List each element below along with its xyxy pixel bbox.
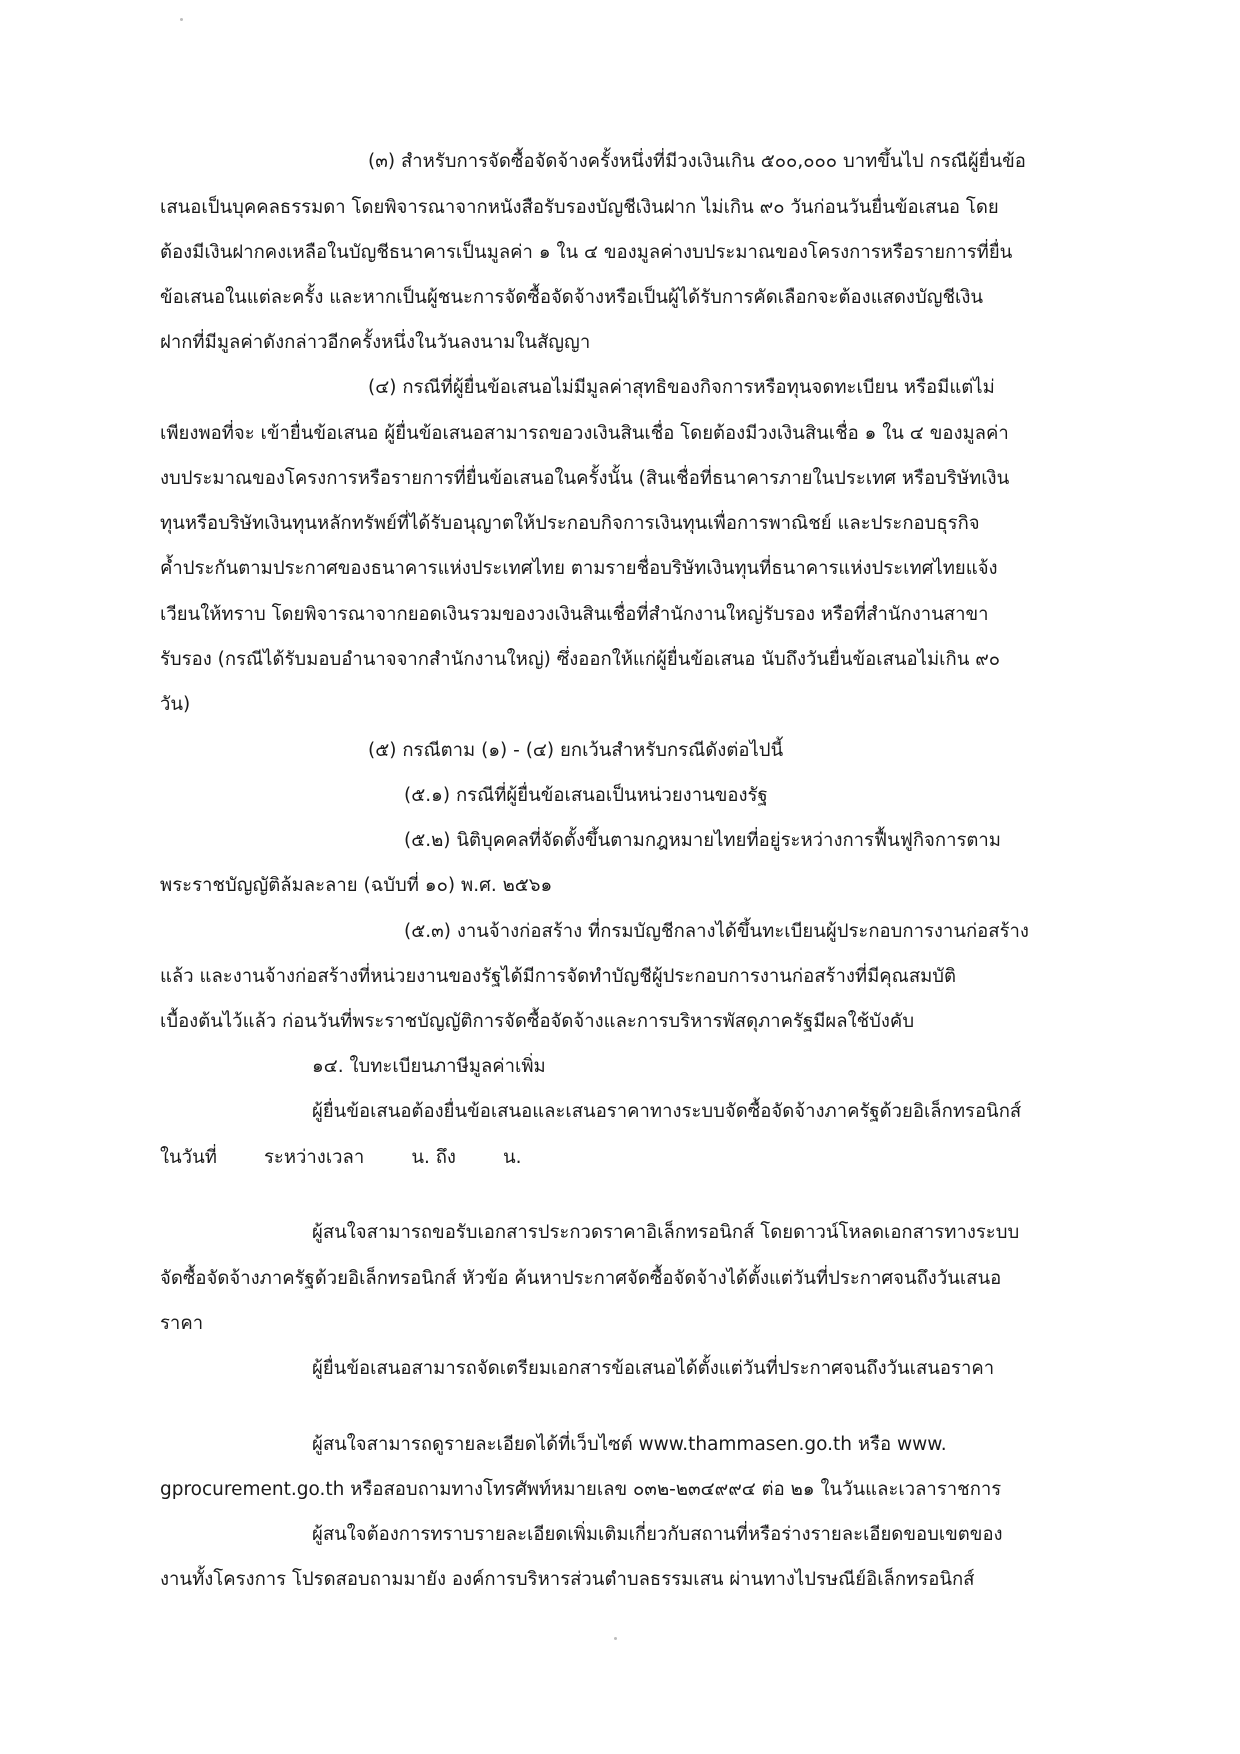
text-line: ข้อเสนอในแต่ละครั้ง และหากเป็นผู้ชนะการจัดซื้อจัดจ้างหรือเป็นผู้ได้รับการคัดเลือกจะต้องแสดงบัญชีเงิน bbox=[160, 287, 984, 308]
text-line: ๑๔. ใบทะเบียนภาษีมูลค่าเพิ่ม bbox=[312, 1056, 546, 1077]
text-line: ต้องมีเงินฝากคงเหลือในบัญชีธนาคารเป็นมูลค่า ๑ ใน ๔ ของมูลค่างบประมาณของโครงการหรือรายการที่ยื่น bbox=[160, 242, 1013, 263]
text-line: ผู้ยื่นข้อเสนอสามารถจัดเตรียมเอกสารข้อเสนอได้ตั้งแต่วันที่ประกาศจนถึงวันเสนอราคา bbox=[312, 1358, 995, 1379]
text-line: ในวันที่ ระหว่างเวลา น. ถึง น. bbox=[160, 1147, 522, 1168]
text-line: เบื้องต้นไว้แล้ว ก่อนวันที่พระราชบัญญัติการจัดซื้อจัดจ้างและการบริหารพัสดุภาครัฐมีผลใช้บังคับ bbox=[160, 1011, 915, 1032]
text-line: งานทั้งโครงการ โปรดสอบถามมายัง องค์การบริหารส่วนตำบลธรรมเสน ผ่านทางไปรษณีย์อิเล็กทรอนิกส์ bbox=[160, 1569, 975, 1590]
text-line: ผู้สนใจสามารถดูรายละเอียดได้ที่เว็บไซต์ www.thammasen.go.th หรือ www. bbox=[312, 1434, 947, 1455]
text-line: (๕.๒) นิติบุคคลที่จัดตั้งขึ้นตามกฎหมายไทยที่อยู่ระหว่างการฟื้นฟูกิจการตาม bbox=[404, 830, 1002, 851]
text-line: ผู้สนใจต้องการทราบรายละเอียดเพิ่มเติมเกี่ยวกับสถานที่หรือร่างรายละเอียดขอบเขตของ bbox=[312, 1524, 1003, 1545]
text-line: ค้ำประกันตามประกาศของธนาคารแห่งประเทศไทย ตามรายชื่อบริษัทเงินทุนที่ธนาคารแห่งประเทศไทยแจ้ง bbox=[160, 558, 998, 579]
text-line: ทุนหรือบริษัทเงินทุนหลักทรัพย์ที่ได้รับอนุญาตให้ประกอบกิจการเงินทุนเพื่อการพาณิชย์ และประกอบธุรกิจ bbox=[160, 513, 980, 534]
scan-speck bbox=[614, 1637, 617, 1640]
text-line: จัดซื้อจัดจ้างภาครัฐด้วยอิเล็กทรอนิกส์ หัวข้อ ค้นหาประกาศจัดซื้อจัดจ้างได้ตั้งแต่วันที่ประกาศจนถึงวันเสนอ bbox=[160, 1268, 1002, 1289]
text-line: ราคา bbox=[160, 1313, 204, 1334]
text-line: พระราชบัญญัติล้มละลาย (ฉบับที่ ๑๐) พ.ศ. ๒๕๖๑ bbox=[160, 875, 553, 896]
text-line: แล้ว และงานจ้างก่อสร้างที่หน่วยงานของรัฐได้มีการจัดทำบัญชีผู้ประกอบการงานก่อสร้างที่มีคุณสมบัติ bbox=[160, 966, 957, 987]
text-line: งบประมาณของโครงการหรือรายการที่ยื่นข้อเสนอในครั้งนั้น (สินเชื่อที่ธนาคารภายในประเทศ หรือบริษัทเงิน bbox=[160, 468, 1010, 489]
text-line: เวียนให้ทราบ โดยพิจารณาจากยอดเงินรวมของวงเงินสินเชื่อที่สำนักงานใหญ่รับรอง หรือที่สำนักงานสาขา bbox=[160, 604, 989, 625]
text-line: (๔) กรณีที่ผู้ยื่นข้อเสนอไม่มีมูลค่าสุทธิของกิจการหรือทุนจดทะเบียน หรือมีแต่ไม่ bbox=[368, 377, 995, 398]
text-line: gprocurement.go.th หรือสอบถามทางโทรศัพท์หมายเลข ๐๓๒-๒๓๔๙๙๔ ต่อ ๒๑ ในวันและเวลาราชการ bbox=[160, 1479, 1002, 1500]
text-line: รับรอง (กรณีได้รับมอบอำนาจจากสำนักงานใหญ่) ซึ่งออกให้แก่ผู้ยื่นข้อเสนอ นับถึงวันยื่นข้อเสนอไม่เกิน ๙๐ bbox=[160, 649, 1001, 670]
text-line: เพียงพอที่จะ เข้ายื่นข้อเสนอ ผู้ยื่นข้อเสนอสามารถขอวงเงินสินเชื่อ โดยต้องมีวงเงินสินเชื่อ ๑ ใน ๔ ของมูลค่า bbox=[160, 423, 1009, 444]
text-line: (๓) สำหรับการจัดซื้อจัดจ้างครั้งหนึ่งที่มีวงเงินเกิน ๕๐๐,๐๐๐ บาทขึ้นไป กรณีผู้ยื่นข้อ bbox=[368, 151, 1026, 172]
text-line: ผู้สนใจสามารถขอรับเอกสารประกวดราคาอิเล็กทรอนิกส์ โดยดาวน์โหลดเอกสารทางระบบ bbox=[312, 1222, 1020, 1243]
text-line: (๕.๑) กรณีที่ผู้ยื่นข้อเสนอเป็นหน่วยงานของรัฐ bbox=[404, 785, 768, 806]
text-line: (๕) กรณีตาม (๑) - (๔) ยกเว้นสำหรับกรณีดังต่อไปนี้ bbox=[368, 740, 784, 761]
text-line: วัน) bbox=[160, 694, 191, 715]
scan-speck bbox=[180, 18, 183, 21]
text-line: ผู้ยื่นข้อเสนอต้องยื่นข้อเสนอและเสนอราคาทางระบบจัดซื้อจัดจ้างภาครัฐด้วยอิเล็กทรอนิกส์ bbox=[312, 1101, 1022, 1122]
text-line: เสนอเป็นบุคคลธรรมดา โดยพิจารณาจากหนังสือรับรองบัญชีเงินฝาก ไม่เกิน ๙๐ วันก่อนวันยื่นข้อเสนอ โดย bbox=[160, 197, 999, 218]
text-line: (๕.๓) งานจ้างก่อสร้าง ที่กรมบัญชีกลางได้ขึ้นทะเบียนผู้ประกอบการงานก่อสร้าง bbox=[404, 921, 1029, 942]
text-line: ฝากที่มีมูลค่าดังกล่าวอีกครั้งหนึ่งในวันลงนามในสัญญา bbox=[160, 332, 591, 353]
